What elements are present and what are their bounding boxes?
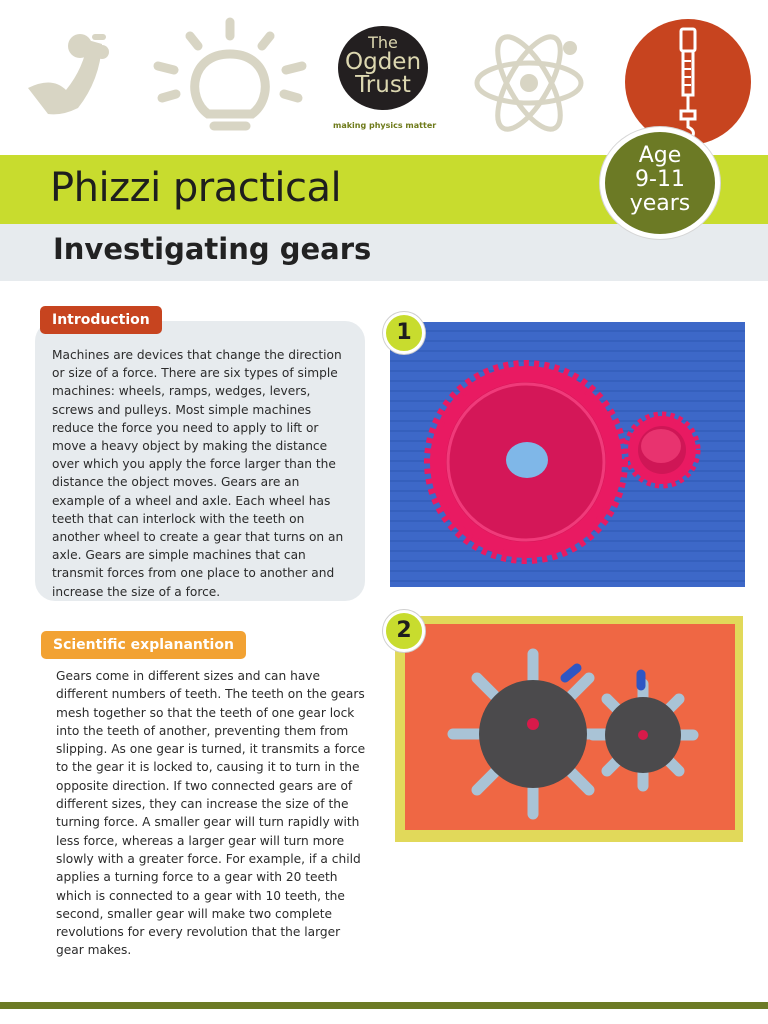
ogden-trust-logo bbox=[338, 26, 428, 110]
footer-rule bbox=[0, 1002, 768, 1009]
photo-plastic-gears bbox=[390, 322, 745, 587]
series-title: Phizzi practical bbox=[50, 165, 342, 211]
introduction-heading: Introduction bbox=[40, 306, 162, 334]
lightbulb-icon bbox=[150, 14, 310, 138]
photo-number-badge-2: 2 bbox=[383, 610, 425, 652]
age-badge-line1: Age bbox=[638, 143, 682, 168]
scientific-explanation-heading: Scientific explanantion bbox=[41, 631, 246, 659]
spring-balance-icon bbox=[625, 19, 751, 145]
scientific-explanation-text: Gears come in different sizes and can have different numbers of teeth. The teeth on the gears mesh together so that the teeth of one gear lock into the teeth of another, preventing them from slipping. As one gear is turned, it transmits a force to the gear it is locked to, causing it to turn in the opposite direction. If two connected gears are of different sizes, they can increase the size of the turning force. A smaller gear will turn rapidly with less force, whereas a larger gear will turn more slowly with a greater force. For example, if a child applies a turning force to a gear with 20 teeth which is connected to a gear with 10 teeth, the second, smaller gear will make two complete revolutions for every revolution that the larger gear makes. bbox=[56, 669, 366, 958]
age-badge-line3: years bbox=[629, 191, 691, 216]
photo-number-badge-1: 1 bbox=[383, 312, 425, 354]
atom-icon bbox=[470, 24, 588, 142]
logo-line-the: The bbox=[368, 33, 398, 52]
logo-tagline: making physics matter bbox=[333, 121, 437, 130]
logo-line-trust: Trust bbox=[355, 72, 411, 98]
physics-icon-circle bbox=[625, 19, 751, 145]
photo-card-gears bbox=[395, 616, 743, 842]
age-badge bbox=[600, 127, 720, 239]
introduction-text: Machines are devices that change the direction or size of a force. There are six types of simple machines: wheels, ramps, wedges, levers, screws and pulleys. Most simple machines reduce the force you need to apply to lift or move a heavy object by making the distance over which you apply the force larger than the distance the object moves. Gears are an example of a wheel and axle. Each wheel has teeth that can interlock with the teeth on another wheel to create a gear that turns on an axle. Gears are simple machines that can transmit forces from one place to another and increase the size of a force. bbox=[52, 348, 344, 599]
age-badge-line2: 9-11 bbox=[635, 167, 685, 192]
person-icon bbox=[22, 28, 114, 120]
logo-line-ogden: Ogden bbox=[344, 49, 422, 75]
page-title: Investigating gears bbox=[53, 232, 372, 266]
